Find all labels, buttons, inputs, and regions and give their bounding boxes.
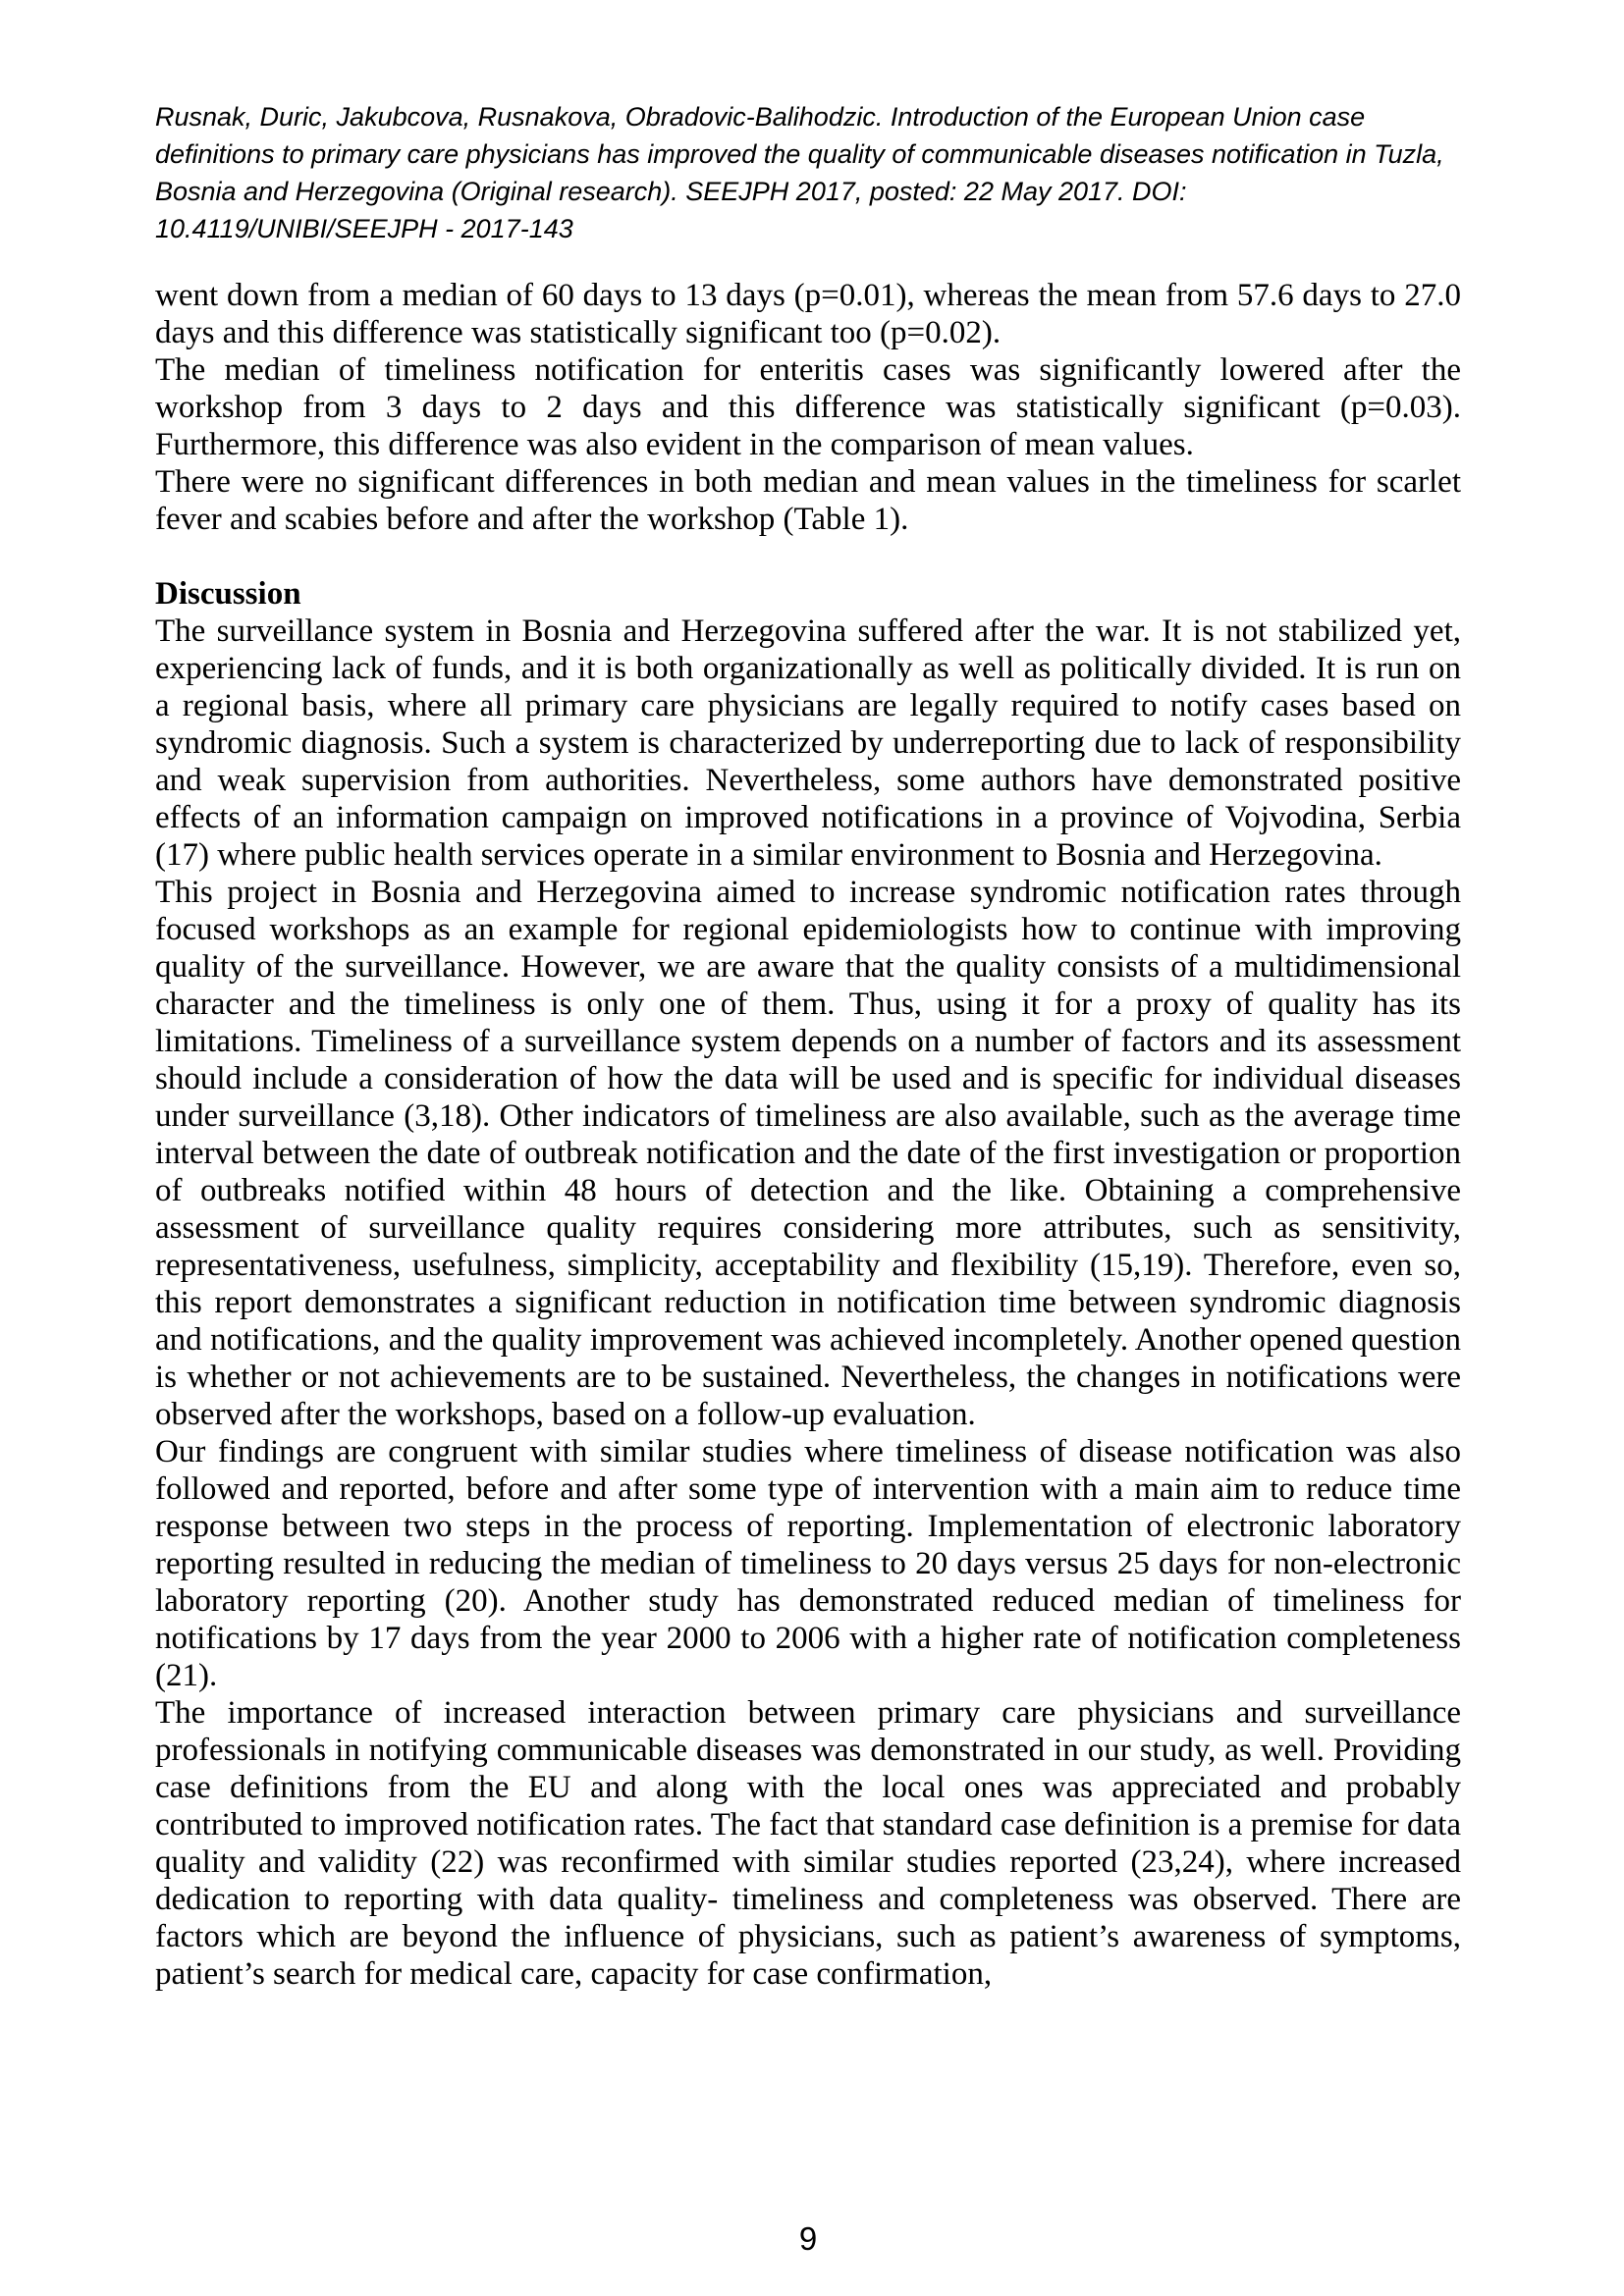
paper-body	[155, 277, 1461, 1993]
results-paragraph-scarlet-fever: There were no significant differences in both median and mean values in the timeliness for scarlet fever and scabies before and after the workshop (Table 1).	[155, 464, 1461, 537]
section-heading-discussion: Discussion	[155, 576, 301, 612]
page-footer	[155, 2220, 1461, 2258]
paper-citation-header	[155, 98, 1461, 247]
results-paragraph-continuation: went down from a median of 60 days to 13 days (p=0.01), whereas the mean from 57.6 days to 27.0 days and this difference was statistically significant too (p=0.02).	[155, 278, 1461, 350]
discussion-paragraph-surveillance-system: The surveillance system in Bosnia and Herzegovina suffered after the war. It is not stabilized yet, experiencing lack of funds, and it is both organizationally as well as politically divided. It is run on a regional basis, where all primary care physicians are legally required to notify cases based on syndromic diagnosis. Such a system is characterized by underreporting due to lack of responsibility and weak supervision from authorities. Nevertheless, some authors have demonstrated positive effects of an information campaign on improved notifications in a province of Vojvodina, Serbia (17) where public health services operate in a similar environment to Bosnia and Herzegovina.	[155, 614, 1461, 873]
discussion-paragraph-similar-studies: Our findings are congruent with similar studies where timeliness of disease notification was also followed and reported, before and after some type of intervention with a main aim to reduce time response between two steps in the process of reporting. Implementation of electronic laboratory reporting resulted in reducing the median of timeliness to 20 days versus 25 days for non-electronic laboratory reporting (20). Another study has demonstrated reduced median of timeliness for notifications by 17 days from the year 2000 to 2006 with a higher rate of notification completeness (21).	[155, 1434, 1461, 1693]
page-number: 9	[798, 2220, 818, 2257]
discussion-paragraph-interaction-importance: The importance of increased interaction between primary care physicians and surveillance professionals in notifying communicable diseases was demonstrated in our study, as well. Providing case definitions from the EU and along with the local ones was appreciated and probably contributed to improved notification rates. The fact that standard case definition is a premise for data quality and validity (22) was reconfirmed with similar studies reported (23,24), where increased dedication to reporting with data quality- timeliness and completeness was observed. There are factors which are beyond the influence of physicians, such as patient’s awareness of symptoms, patient’s search for medical care, capacity for case confirmation,	[155, 1695, 1461, 1992]
citation-text: Rusnak, Duric, Jakubcova, Rusnakova, Obradovic-Balihodzic. Introduction of the European Union case definitions to primary care physicians has improved the quality of communicable diseases notification in Tuzla, Bosnia and Herzegovina (Original research). SEEJPH 2017, posted: 22 May 2017. DOI: 10.4119/UNIBI/SEEJPH - 2017-143	[155, 102, 1444, 243]
results-paragraph-enteritis: The median of timeliness notification for enteritis cases was significantly lowered after the workshop from 3 days to 2 days and this difference was statistically significant (p=0.03). Furthermore, this difference was also evident in the comparison of mean values.	[155, 352, 1461, 462]
discussion-paragraph-project-aim: This project in Bosnia and Herzegovina aimed to increase syndromic notification rates through focused workshops as an example for regional epidemiologists how to continue with improving quality of the surveillance. However, we are aware that the quality consists of a multidimensional character and the timeliness is only one of them. Thus, using it for a proxy of quality has its limitations. Timeliness of a surveillance system depends on a number of factors and its assessment should include a consideration of how the data will be used and is specific for individual diseases under surveillance (3,18). Other indicators of timeliness are also available, such as the average time interval between the date of outbreak notification and the date of the first investigation or proportion of outbreaks notified within 48 hours of detection and the like. Obtaining a comprehensive assessment of surveillance quality requires considering more attributes, such as sensitivity, representativeness, usefulness, simplicity, acceptability and flexibility (15,19). Therefore, even so, this report demonstrates a significant reduction in notification time between syndromic diagnosis and notifications, and the quality improvement was achieved incompletely. Another opened question is whether or not achievements are to be sustained. Nevertheless, the changes in notifications were observed after the workshops, based on a follow-up evaluation.	[155, 875, 1461, 1432]
